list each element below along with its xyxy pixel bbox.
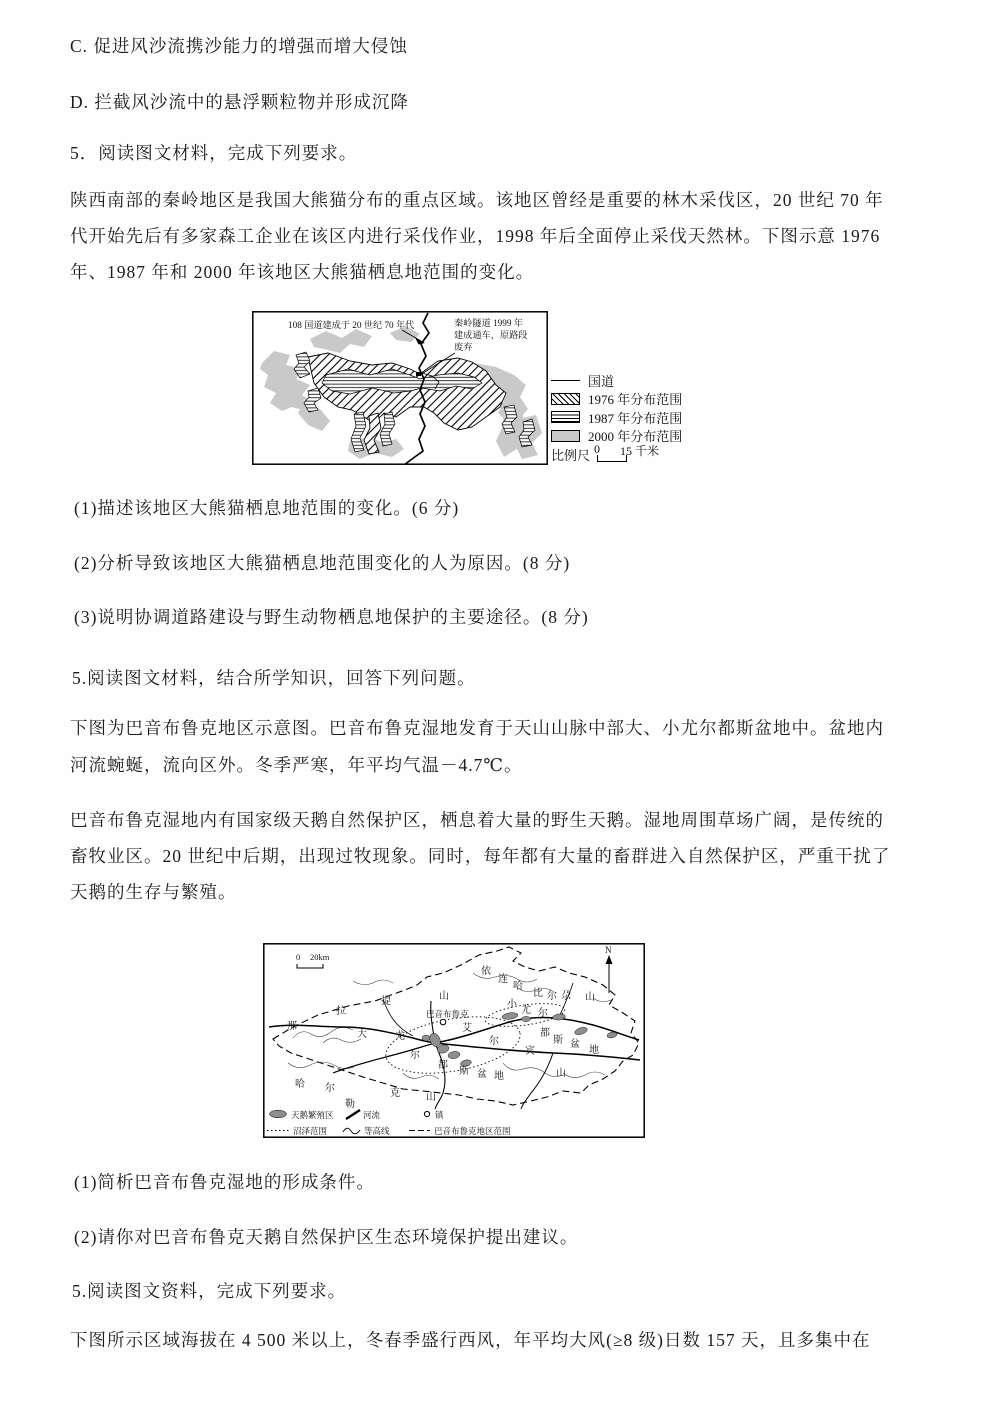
stripe-swatch: [551, 411, 580, 423]
paragraph-line: 陕西南部的秦岭地区是我国大熊猫分布的重点区域。该地区曾经是重要的林木采伐区，20 世纪 70 年: [70, 190, 884, 210]
qinling-tunnel-mark: [416, 372, 421, 376]
hatch-swatch: [551, 393, 580, 405]
legend-label: 1987 年分布范围: [588, 410, 683, 426]
panda-map-canvas: [252, 311, 548, 465]
option-c: C. 促进风沙流携沙能力的增强而增大侵蚀: [70, 36, 408, 56]
map-label-char: 比: [533, 988, 543, 999]
legend-item-1987: [551, 408, 682, 427]
map-label-char: 提: [381, 996, 391, 1007]
scale-end: 15 千米: [620, 444, 660, 459]
map-label-char: 尔: [538, 1008, 548, 1019]
map-label-char: 宾: [525, 1046, 535, 1057]
bayanbulak-map: [263, 943, 645, 1143]
map2-scale-unit: 20km: [310, 952, 330, 962]
map-label-char: 尔: [489, 1036, 499, 1047]
north-label: N: [605, 945, 612, 955]
question-5b-stem: 5.阅读图文材料，结合所学知识，回答下列问题。: [72, 668, 476, 688]
map-label-char: 依: [481, 966, 491, 977]
swan-swatch: [270, 1110, 287, 1118]
town-marker: [440, 1019, 446, 1025]
map-label-char: 山: [439, 991, 449, 1002]
legend-swan-label: 天鹅繁殖区: [291, 1110, 334, 1120]
scale-label: 比例尺: [551, 447, 591, 463]
paragraph-line: 天鹅的生存与繁殖。: [70, 882, 237, 902]
map-label-char: 山: [426, 1092, 436, 1103]
map1-tunnel-note: 秦岭隧道 1999 年: [454, 318, 523, 328]
town-label: 巴音布鲁克: [426, 1009, 469, 1019]
paragraph-line: 下图所示区域海拔在 4 500 米以上，冬春季盛行西风，年平均大风(≥8 级)日数 157 天，且多集中在: [70, 1330, 871, 1350]
bayanbulak-map-canvas: [263, 943, 645, 1138]
map-label-char: 山: [556, 1068, 566, 1079]
map-label-char: 尔: [325, 1083, 335, 1094]
paragraph-line: 下图为巴音布鲁克地区示意图。巴音布鲁克湿地发育于天山山脉中部大、小尤尔都斯盆地中。盆地内: [70, 718, 884, 738]
question-5a-stem: 5．阅读图文材料，完成下列要求。: [70, 143, 358, 163]
sub-question-2: (2)请你对巴音布鲁克天鹅自然保护区生态环境保护提出建议。: [74, 1227, 579, 1247]
map-label-char: 大: [357, 1029, 367, 1040]
legend-contour-label: 等高线: [364, 1126, 390, 1136]
legend-region-label: 巴音布鲁克地区范围: [434, 1126, 511, 1136]
legend-item-2000: [551, 427, 682, 446]
map-label-char: 那: [287, 1021, 297, 1032]
legend-town-label: 镇: [435, 1110, 444, 1120]
sub-question-2: (2)分析导致该地区大熊猫栖息地范围变化的人为原因。(8 分): [74, 553, 571, 573]
map-label-char: 小: [507, 999, 517, 1010]
gray-swatch: [551, 430, 580, 442]
map-label-char: 地: [494, 1071, 504, 1082]
paragraph-line: 畜牧业区。20 世纪中后期，出现过牧现象。同时，每年都有大量的畜群进入自然保护区，严重干扰了: [70, 846, 891, 866]
paragraph-line: 巴音布鲁克湿地内有国家级天鹅自然保护区，栖息着大量的野生天鹅。湿地周围草场广阔，是传统的: [70, 810, 884, 830]
map-label-char: 尕: [561, 991, 571, 1002]
scale-bar: [594, 444, 672, 464]
map-label-char: 勒: [345, 1099, 355, 1110]
map-label-char: 连: [498, 974, 508, 985]
map-label-char: 哈: [513, 981, 523, 992]
map-label-char: 山: [585, 992, 595, 1003]
question-5c-stem: 5.阅读图文资料，完成下列要求。: [72, 1281, 347, 1301]
map-label-char: 拉: [336, 1006, 346, 1017]
sub-question-1: (1)简析巴音布鲁克湿地的形成条件。: [74, 1172, 375, 1192]
map-label-char: 尔: [410, 1050, 420, 1061]
map-label-char: 尔: [547, 991, 557, 1002]
map2-scale-zero: 0: [296, 952, 301, 962]
map-label-char: 盆: [477, 1069, 487, 1080]
paragraph-line: 代开始先后有多家森工企业在该区内进行采伐作业，1998 年后全面停止采伐天然林。下图示意 1976: [70, 226, 881, 246]
scale-zero: 0: [594, 442, 601, 457]
map-label-char: 艾: [462, 1023, 472, 1034]
map-label-char: 都: [540, 1028, 550, 1039]
map-label-char: 盆: [570, 1039, 580, 1050]
map1-tunnel-note: 建成通车，原路段: [454, 330, 528, 340]
map1-tunnel-note: 废弃: [454, 342, 473, 352]
legend-label: 国道: [588, 373, 615, 389]
option-d: D. 拦截风沙流中的悬浮颗粒物并形成沉降: [70, 92, 409, 112]
legend-item-1976: [551, 390, 682, 409]
paragraph-line: 河流蜿蜒，流向区外。冬季严寒，年平均气温－4.7℃。: [70, 755, 523, 775]
map1-legend: [551, 371, 682, 464]
town-swatch: [424, 1111, 429, 1116]
map1-road-note: 108 国道建成于 20 世纪 70 年代: [288, 320, 415, 330]
map-label-char: 斯: [459, 1066, 469, 1077]
sub-question-3: (3)说明协调道路建设与野生动物栖息地保护的主要途径。(8 分): [74, 607, 589, 627]
legend-river-label: 河流: [363, 1110, 381, 1120]
paragraph-line: 年、1987 年和 2000 年该地区大熊猫栖息地范围的变化。: [70, 262, 535, 282]
legend-label: 1976 年分布范围: [588, 392, 683, 408]
map-label-char: 哈: [295, 1079, 305, 1090]
legend-item-road: [551, 371, 682, 390]
legend-swamp-label: 沼泽范围: [293, 1126, 328, 1136]
legend-label: 2000 年分布范围: [588, 429, 683, 445]
map-label-char: 都: [438, 1060, 448, 1071]
panda-habitat-map: [252, 311, 548, 470]
map2-border: [264, 944, 644, 1137]
map1-scalebar: [551, 442, 682, 464]
map-label-char: 尤: [395, 1031, 405, 1042]
map-label-char: 地: [589, 1045, 599, 1056]
map-label-char: 克: [390, 1088, 400, 1099]
map-label-char: 斯: [553, 1035, 563, 1046]
sub-question-1: (1)描述该地区大熊猫栖息地范围的变化。(6 分): [74, 498, 460, 518]
map-label-char: 尤: [521, 1005, 531, 1016]
scale-bracket: [597, 455, 627, 462]
road-line-swatch: [551, 380, 580, 381]
